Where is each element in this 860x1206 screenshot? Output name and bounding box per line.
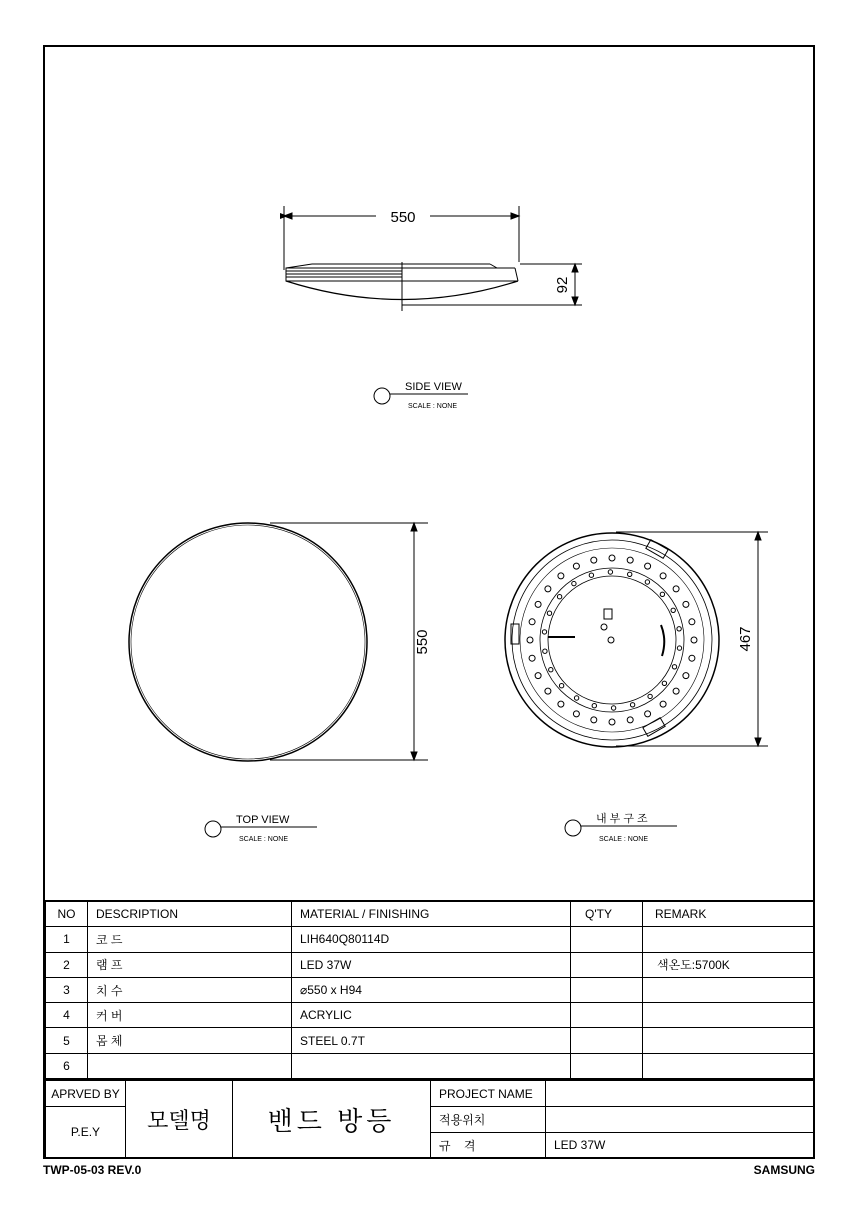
side-view-label: [374, 381, 468, 410]
side-view-title: SIDE VIEW: [405, 381, 462, 393]
side-view: [284, 206, 582, 311]
led-dot: [683, 601, 689, 607]
row-qty: [571, 927, 643, 952]
document-number: TWP-05-03 REV.0: [43, 1163, 142, 1177]
table-row: [46, 952, 814, 977]
spec-label: 규 격: [431, 1133, 546, 1158]
row-material: ACRYLIC: [292, 1003, 571, 1028]
table-row: [46, 927, 814, 952]
internal-view: [505, 532, 768, 747]
spec-table: [45, 900, 814, 1080]
side-view-scale: SCALE : NONE: [408, 403, 458, 410]
row-qty: [571, 952, 643, 977]
led-dot: [574, 696, 578, 700]
row-remark: 색온도:5700K: [643, 952, 814, 977]
led-dot: [660, 592, 664, 596]
top-view: [129, 523, 428, 761]
led-dot: [689, 655, 695, 661]
row-no: 6: [46, 1053, 88, 1079]
top-view-label: [205, 814, 317, 843]
led-dot: [591, 557, 597, 563]
led-dot: [648, 694, 652, 698]
location-label: 적용위치: [431, 1107, 546, 1133]
hdr-description: DESCRIPTION: [88, 901, 292, 927]
table-row: [46, 1028, 814, 1053]
project-name-value: [546, 1081, 814, 1107]
led-dot: [535, 601, 541, 607]
led-dot: [645, 563, 651, 569]
side-width-dim: 550: [390, 209, 416, 226]
table-row: [46, 977, 814, 1002]
led-dot: [645, 711, 651, 717]
led-dot: [527, 637, 533, 643]
led-dot: [558, 573, 564, 579]
led-dot: [671, 608, 675, 612]
row-qty: [571, 1028, 643, 1053]
row-remark: [643, 1028, 814, 1053]
row-description: 램 프: [88, 952, 292, 977]
led-dot: [545, 586, 551, 592]
led-dot: [542, 630, 546, 634]
row-description: 몸 체: [88, 1028, 292, 1053]
led-dot: [535, 673, 541, 679]
led-dot: [660, 701, 666, 707]
hdr-material: MATERIAL / FINISHING: [292, 901, 571, 927]
row-remark: [643, 927, 814, 952]
led-dot: [645, 580, 649, 584]
row-description: 치 수: [88, 977, 292, 1002]
row-description: 커 버: [88, 1003, 292, 1028]
company-name: SAMSUNG: [753, 1163, 815, 1177]
top-diameter-dim: 550: [414, 629, 431, 655]
led-dot: [549, 668, 553, 672]
led-dot: [592, 704, 596, 708]
row-material: [292, 1053, 571, 1079]
row-remark: [643, 977, 814, 1002]
hdr-remark: REMARK: [643, 901, 814, 927]
led-dot: [591, 717, 597, 723]
top-view-scale: SCALE : NONE: [239, 836, 289, 843]
led-dot: [611, 706, 615, 710]
spec-value: LED 37W: [546, 1133, 814, 1158]
model-name: 밴드 방등: [233, 1081, 431, 1158]
led-dot: [543, 649, 547, 653]
row-material: ⌀550 x H94: [292, 977, 571, 1002]
location-value: [546, 1107, 814, 1133]
model-label: 모델명: [126, 1081, 233, 1158]
title-block: [45, 1080, 814, 1158]
internal-view-title: 내 부 구 조: [596, 813, 648, 825]
row-material: LED 37W: [292, 952, 571, 977]
led-dot: [691, 637, 697, 643]
led-dot: [557, 595, 561, 599]
led-dot: [627, 557, 633, 563]
led-dot: [628, 572, 632, 576]
led-dot: [683, 673, 689, 679]
row-no: 5: [46, 1028, 88, 1053]
led-dot: [572, 581, 576, 585]
led-dot: [545, 688, 551, 694]
led-dot: [609, 719, 615, 725]
project-name-label: PROJECT NAME: [431, 1081, 546, 1107]
led-dot: [673, 586, 679, 592]
row-description: 코 드: [88, 927, 292, 952]
led-dot: [573, 563, 579, 569]
led-dot: [558, 701, 564, 707]
row-qty: [571, 1003, 643, 1028]
internal-diameter-dim: 467: [737, 626, 754, 652]
hdr-qty: Q'TY: [571, 901, 643, 927]
row-material: LIH640Q80114D: [292, 927, 571, 952]
row-remark: [643, 1003, 814, 1028]
led-dot: [559, 684, 563, 688]
hdr-no: NO: [46, 901, 88, 927]
row-no: 4: [46, 1003, 88, 1028]
led-dot: [609, 555, 615, 561]
table-row: [46, 1053, 814, 1079]
led-dot: [547, 611, 551, 615]
approved-by-label: APRVED BY: [46, 1081, 126, 1107]
led-dot: [672, 665, 676, 669]
led-dot: [662, 681, 666, 685]
side-height-dim: 92: [554, 276, 571, 294]
led-dot: [589, 573, 593, 577]
led-dot: [673, 688, 679, 694]
table-row: [46, 1003, 814, 1028]
row-remark: [643, 1053, 814, 1079]
led-dot: [608, 570, 612, 574]
spec-header-row: [46, 901, 814, 927]
row-description: [88, 1053, 292, 1079]
led-dot: [529, 655, 535, 661]
led-array: [527, 555, 697, 725]
led-dot: [677, 646, 681, 650]
led-dot: [630, 703, 634, 707]
led-dot: [573, 711, 579, 717]
row-material: STEEL 0.7T: [292, 1028, 571, 1053]
led-dot: [627, 717, 633, 723]
led-dot: [660, 573, 666, 579]
row-no: 2: [46, 952, 88, 977]
row-qty: [571, 1053, 643, 1079]
internal-view-label: [565, 811, 677, 843]
internal-view-scale: SCALE : NONE: [599, 836, 649, 843]
led-dot: [529, 619, 535, 625]
approved-by-value: P.E.Y: [46, 1107, 126, 1158]
row-no: 3: [46, 977, 88, 1002]
row-no: 1: [46, 927, 88, 952]
top-view-title: TOP VIEW: [236, 814, 290, 826]
led-dot: [677, 627, 681, 631]
row-qty: [571, 977, 643, 1002]
led-dot: [689, 619, 695, 625]
